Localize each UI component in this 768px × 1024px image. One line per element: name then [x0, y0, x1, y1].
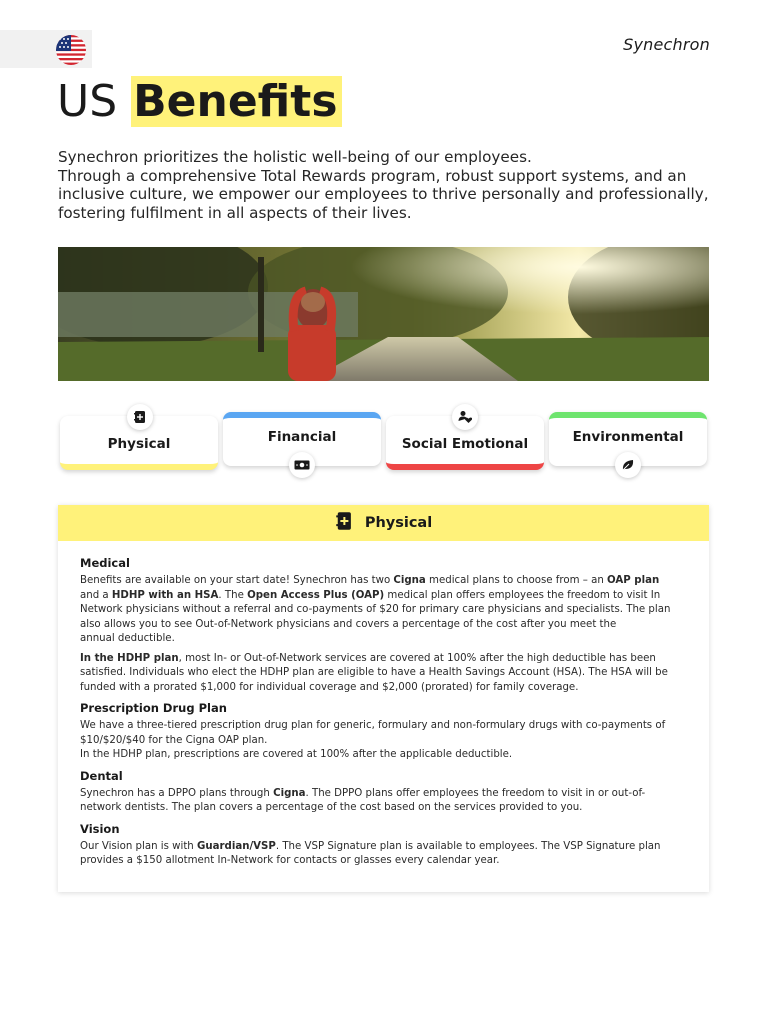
section-heading: Dental [80, 768, 123, 783]
section-paragraph [80, 719, 687, 763]
section-heading: Vision [80, 821, 120, 836]
paragraph-line: In the HDHP plan, prescriptions are covered at 100% after the applicable deductible. [80, 749, 513, 760]
paragraph-line: We have a three-tiered prescription drug plan for generic, formulary and non-formulary drugs with co-payments of [80, 720, 666, 731]
paragraph-line: In the HDHP plan, most In- or Out-of-Network services are covered at 100% after the high deductible has been [80, 652, 656, 664]
physical-section-card [58, 505, 709, 892]
tab-environmental-label: Environmental [572, 429, 684, 445]
section-heading: Medical [80, 556, 130, 570]
bold-text: Cigna [273, 787, 306, 799]
intro-line: fostering fulfilment in all aspects of their lives. [58, 203, 412, 222]
section-paragraph [80, 652, 687, 696]
paragraph-line: Our Vision plan is with Guardian/VSP. The VSP Signature plan is available to employees. The VSP Signature plan [80, 840, 661, 852]
paragraph-line: Benefits are available on your start date! Synechron has two Cigna medical plans to choose from – an OAP plan [80, 575, 660, 586]
section-heading: Prescription Drug Plan [80, 701, 227, 715]
section-header [58, 505, 709, 541]
paragraph-line: Network physicians without a referral and co-payments of $20 for primary care physicians and specialists. The plan [80, 604, 671, 615]
paragraph-line: also allows you to see Out-of-Network physicians and covers a percentage of the cost after you meet the [80, 618, 617, 630]
section-paragraph [80, 787, 687, 816]
paragraph-line: funded with a prorated $1,000 for individual coverage and $2,000 (prorated) for family coverage. [80, 681, 579, 693]
bold-text: Cigna [393, 575, 426, 586]
tab-social-emotional-label: Social Emotional [401, 436, 529, 452]
section-paragraph [80, 840, 687, 869]
paragraph-line: provides a $150 allotment In-Network for contacts or glasses every calendar year. [80, 855, 500, 866]
bold-text: HDHP with an HSA [111, 589, 219, 601]
section-title: Physical [364, 515, 433, 531]
intro-text [58, 148, 718, 222]
bold-text: In the HDHP plan [80, 652, 179, 664]
medical-book-icon [127, 404, 153, 430]
intro-line: Synechron prioritizes the holistic well-being of our employees. [58, 148, 532, 166]
bold-text: Guardian/VSP [197, 840, 276, 852]
us-flag-icon [56, 35, 86, 65]
tab-financial-label: Financial [267, 429, 337, 445]
paragraph-line: Synechron has a DPPO plans through Cigna. The DPPO plans offer employees the freedom to visit in or out-of- [80, 787, 646, 799]
intro-line: Through a comprehensive Total Rewards program, robust support systems, and an [58, 166, 687, 185]
people-heart-icon [452, 404, 478, 430]
page-title [57, 78, 342, 126]
leaf-icon [615, 452, 641, 478]
intro-line: inclusive culture, we empower our employees to thrive personally and professionally, [58, 185, 709, 203]
money-icon [289, 452, 315, 478]
paragraph-line: satisfied. Individuals who elect the HDHP plan are eligible to have a Health Savings Account (HSA). The HSA will be [80, 667, 668, 678]
section-paragraph [80, 574, 687, 647]
medical-book-icon [335, 511, 353, 535]
paragraph-line: network dentists. The plan covers a percentage of the cost based on the services provided to you. [80, 802, 583, 813]
bold-text: Open Access Plus (OAP) [247, 589, 385, 601]
section-body [58, 541, 709, 869]
bold-text: OAP plan [607, 575, 660, 586]
page-title-light: US [57, 76, 118, 127]
page-title-bold: Benefits [131, 76, 341, 127]
synechron-logo: Synechron [623, 35, 710, 54]
tab-physical-label: Physical [107, 436, 171, 452]
paragraph-line: $10/$20/$40 for the Cigna OAP plan. [80, 734, 268, 746]
hero-image [58, 247, 709, 381]
paragraph-line: annual deductible. [80, 633, 175, 644]
paragraph-line: and a HDHP with an HSA. The Open Access Plus (OAP) medical plan offers employees the freedom to visit In [80, 589, 661, 601]
